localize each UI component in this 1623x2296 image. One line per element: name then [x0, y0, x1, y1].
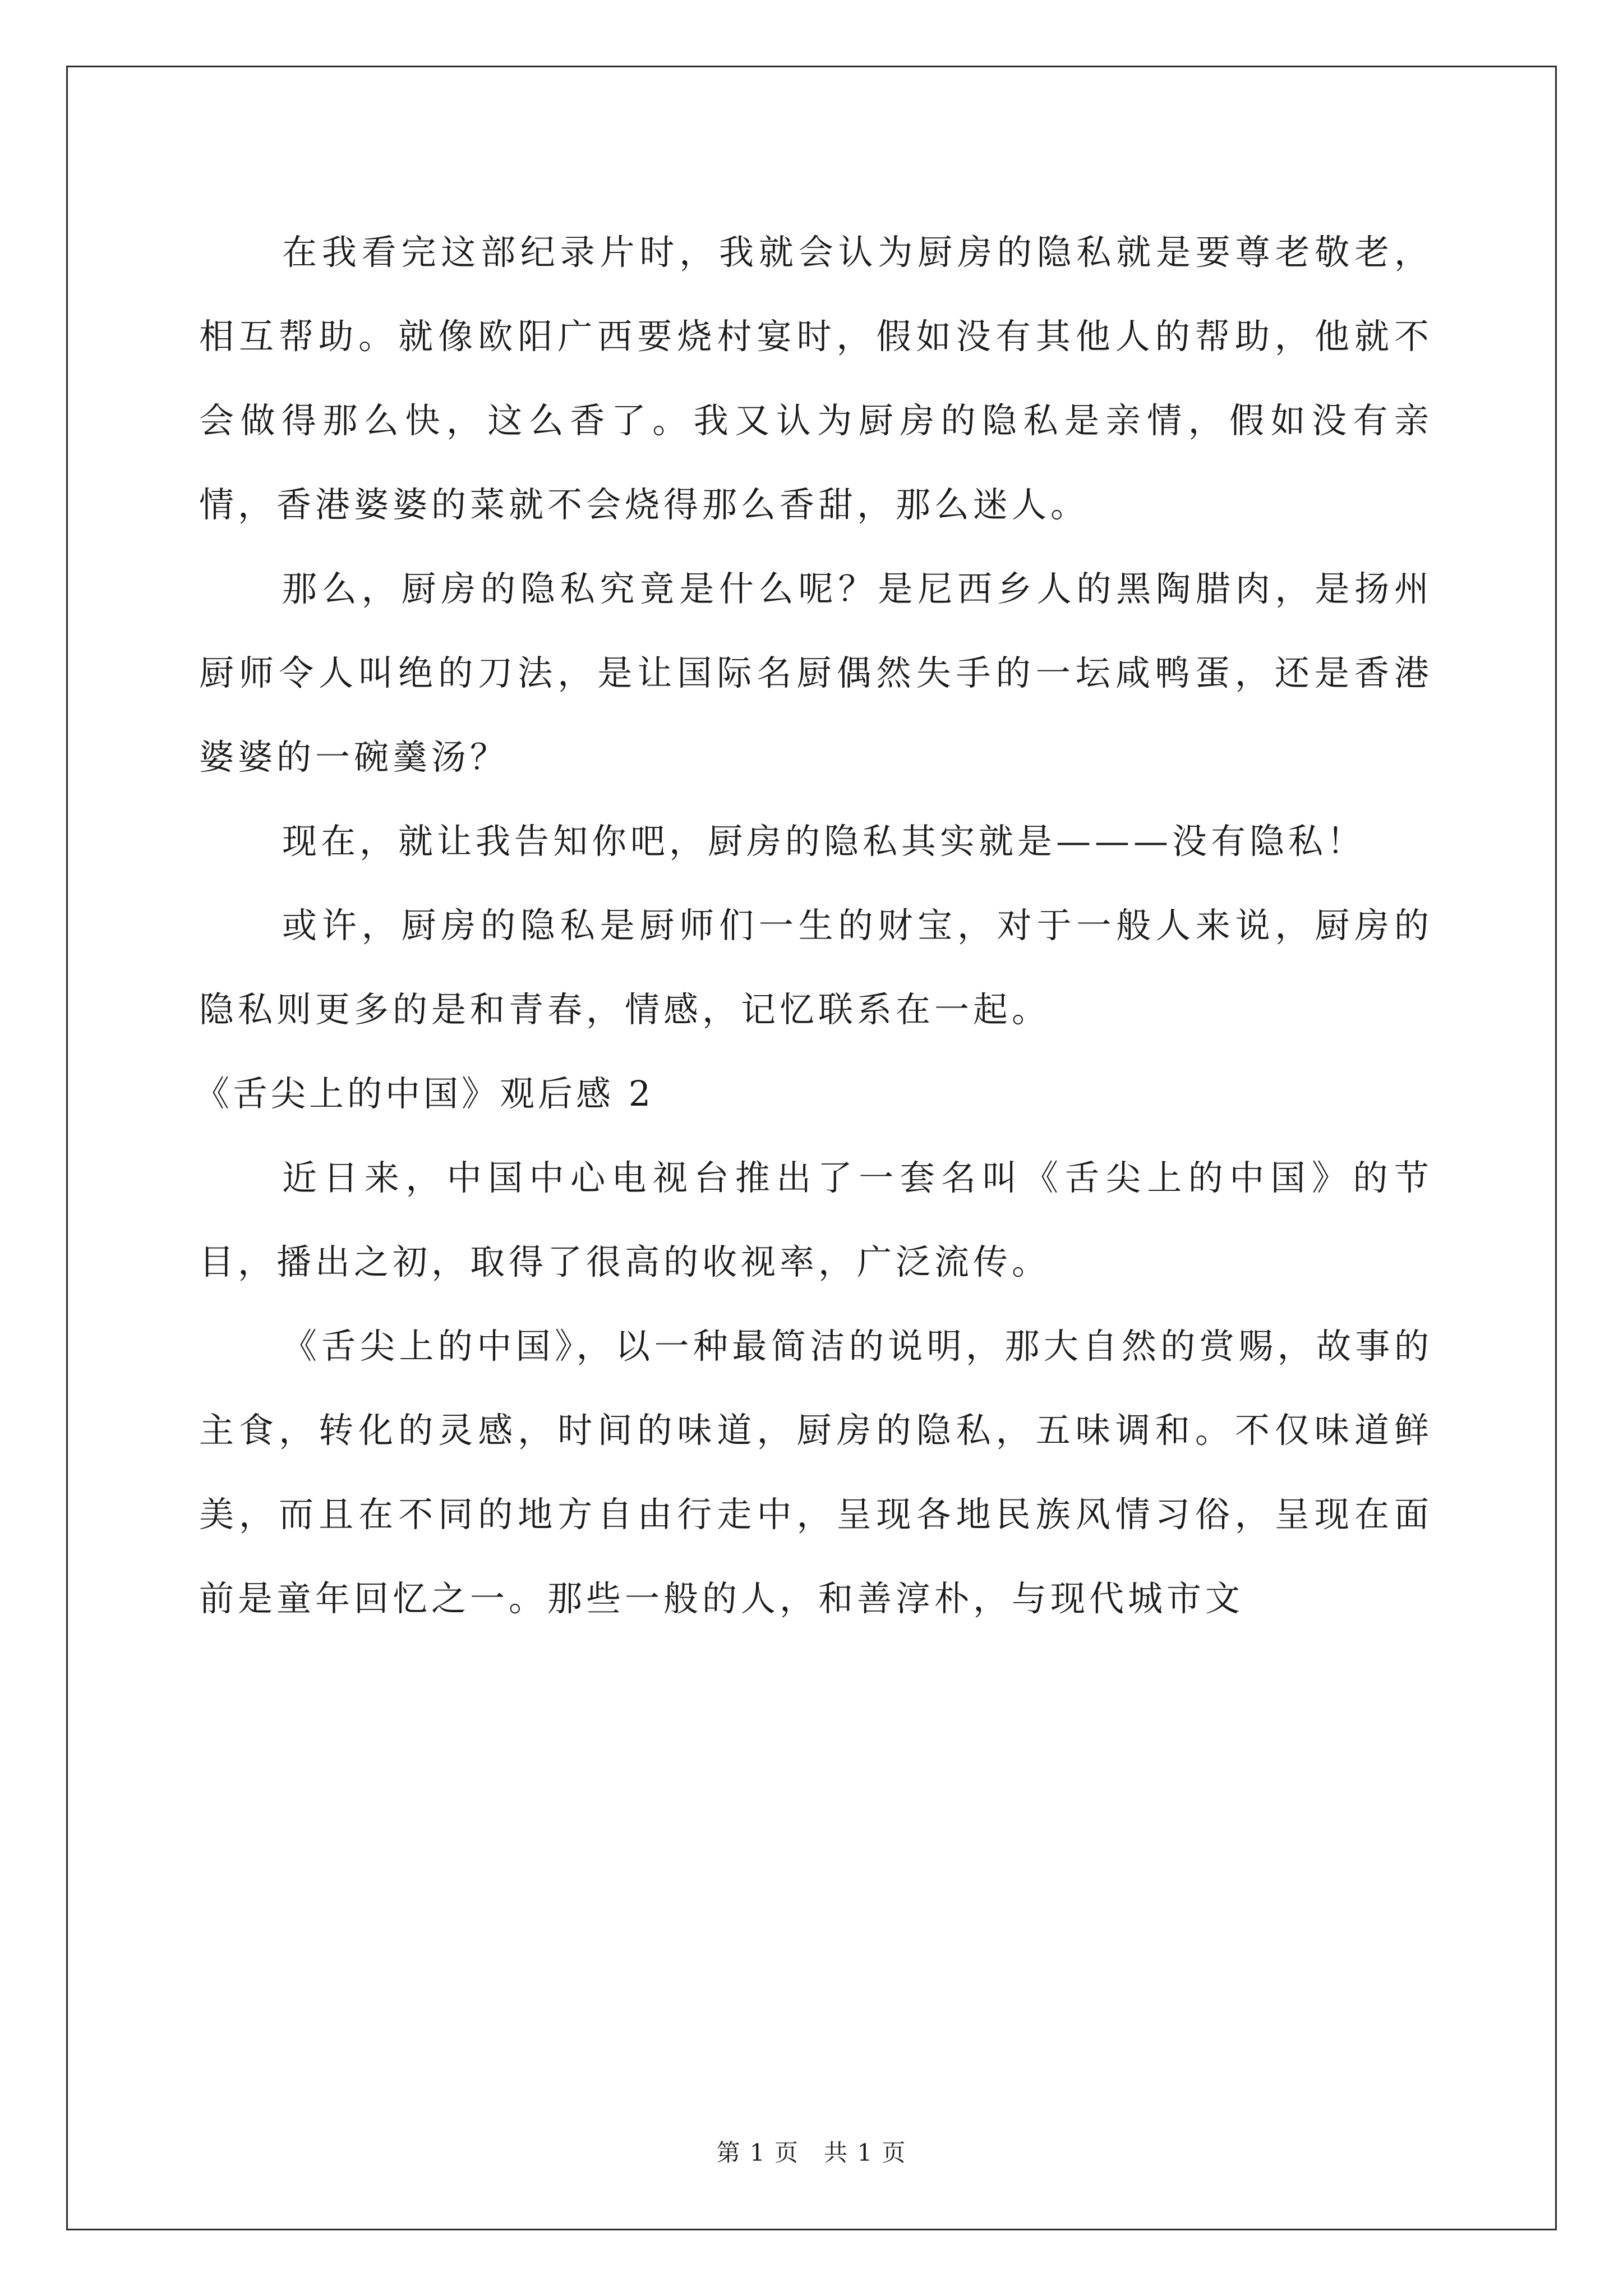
paragraph: 在我看完这部纪录片时，我就会认为厨房的隐私就是要尊老敬老，相互帮助。就像欧阳广西要烧村宴时，假如没有其他人的帮助，他就不会做得那么快，这么香了。我又认为厨房的隐私是亲情，假如没有亲情，香港婆婆的菜就不会烧得那么香甜，那么迷人。: [199, 232, 1433, 525]
paragraph: 近日来，中国中心电视台推出了一套名叫《舌尖上的中国》的节目，播出之初，取得了很高的收视率，广泛流传。: [199, 1157, 1433, 1282]
document-body: [195, 210, 1433, 1641]
paragraph: 《舌尖上的中国》，以一种最简洁的说明，那大自然的赏赐，故事的主食，转化的灵感，时间的味道，厨房的隐私，五味调和。不仅味道鲜美，而且在不同的地方自由行走中，呈现各地民族风情习俗，呈现在面前是童年回忆之一。那些一般的人，和善淳朴，与现代城市文: [199, 1326, 1433, 1619]
paragraph: 那么，厨房的隐私究竟是什么呢？是尼西乡人的黑陶腊肉，是扬州厨师令人叫绝的刀法，是让国际名厨偶然失手的一坛咸鸭蛋，还是香港婆婆的一碗羹汤？: [199, 568, 1433, 777]
page-number: 第 1 页: [716, 2139, 799, 2166]
page-total: 共 1 页: [824, 2139, 907, 2166]
paragraph: 或许，厨房的隐私是厨师们一生的财宝，对于一般人来说，厨房的隐私则更多的是和青春，情感，记忆联系在一起。: [199, 905, 1433, 1030]
section-heading: 《舌尖上的中国》观后感 2: [195, 1073, 654, 1114]
page-footer: [0, 2136, 1623, 2170]
paragraph: 现在，就让我告知你吧，厨房的隐私其实就是———没有隐私！: [282, 821, 1366, 862]
